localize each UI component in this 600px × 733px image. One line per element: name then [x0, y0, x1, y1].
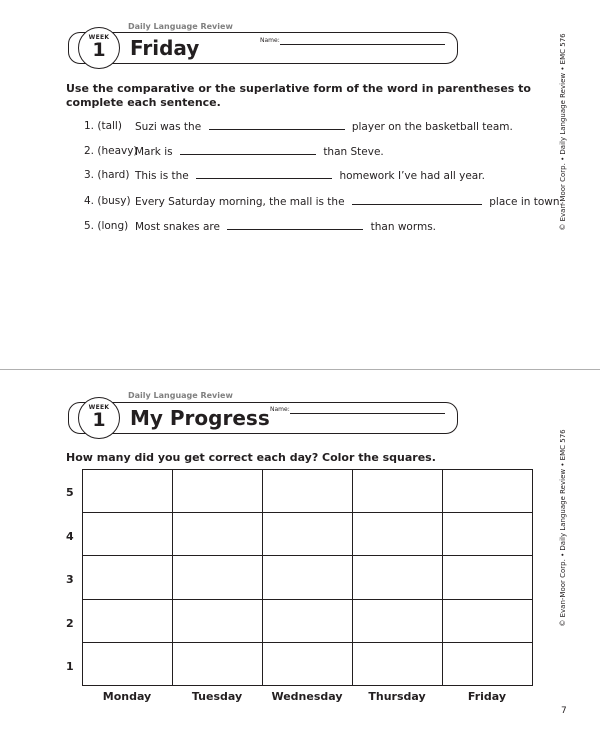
- item-number: 5. (long): [84, 220, 129, 232]
- side-credit: © Evan-Moor Corp. • Daily Language Review • EMC 576: [559, 33, 567, 231]
- progress-square[interactable]: [352, 469, 443, 513]
- answer-blank[interactable]: [352, 194, 482, 205]
- progress-square[interactable]: [82, 599, 173, 643]
- day-label: Tuesday: [191, 690, 243, 703]
- progress-square[interactable]: [262, 469, 353, 513]
- name-field[interactable]: [280, 44, 445, 45]
- day-label: Wednesday: [271, 690, 343, 703]
- answer-blank[interactable]: [196, 168, 332, 179]
- side-credit: © Evan-Moor Corp. • Daily Language Review • EMC 576: [559, 429, 567, 627]
- week-number: 1: [92, 409, 106, 431]
- sentence-start: This is the: [135, 170, 189, 182]
- page-title: Friday: [130, 36, 200, 60]
- progress-square[interactable]: [262, 642, 353, 686]
- week-number: 1: [92, 39, 106, 61]
- row-label: 1: [66, 660, 74, 673]
- progress-square[interactable]: [172, 469, 263, 513]
- instruction: Use the comparative or the superlative form of the word in parentheses to complete each sentence.: [66, 82, 531, 109]
- instruction: How many did you get correct each day? Color the squares.: [66, 451, 436, 464]
- progress-square[interactable]: [352, 555, 443, 599]
- week-label: WEEK: [88, 404, 110, 411]
- list-item: [135, 119, 513, 134]
- week-badge: [78, 397, 120, 439]
- sentence-end: than Steve.: [323, 146, 384, 158]
- sentence-end: homework I’ve had all year.: [339, 170, 485, 182]
- answer-blank[interactable]: [209, 119, 345, 130]
- progress-square[interactable]: [82, 512, 173, 556]
- sentence-end: place in town.: [489, 196, 563, 208]
- name-label: Name:: [270, 406, 290, 413]
- sentence-start: Mark is: [135, 146, 173, 158]
- row-label: 4: [66, 530, 74, 543]
- progress-square[interactable]: [82, 469, 173, 513]
- progress-square[interactable]: [442, 512, 533, 556]
- row-label: 5: [66, 486, 74, 499]
- progress-square[interactable]: [442, 555, 533, 599]
- day-label: Monday: [102, 690, 152, 703]
- sentence-end: than worms.: [370, 221, 437, 233]
- progress-square[interactable]: [352, 599, 443, 643]
- week-badge: [78, 27, 120, 69]
- progress-square[interactable]: [172, 512, 263, 556]
- progress-square[interactable]: [172, 599, 263, 643]
- progress-square[interactable]: [262, 512, 353, 556]
- page-number: 7: [561, 706, 567, 716]
- name-label: Name:: [260, 37, 280, 44]
- item-number: 1. (tall): [84, 120, 122, 132]
- progress-grid: [82, 469, 532, 685]
- sentence-start: Most snakes are: [135, 221, 220, 233]
- item-number: 4. (busy): [84, 195, 131, 207]
- progress-square[interactable]: [442, 469, 533, 513]
- progress-square[interactable]: [172, 642, 263, 686]
- progress-square[interactable]: [172, 555, 263, 599]
- progress-square[interactable]: [442, 642, 533, 686]
- item-number: 3. (hard): [84, 169, 130, 181]
- progress-square[interactable]: [82, 642, 173, 686]
- page-title: My Progress: [130, 406, 270, 430]
- series-label: Daily Language Review: [128, 391, 233, 400]
- sentence-start: Suzi was the: [135, 121, 202, 133]
- row-label: 2: [66, 617, 74, 630]
- progress-square[interactable]: [442, 599, 533, 643]
- progress-square[interactable]: [82, 555, 173, 599]
- answer-blank[interactable]: [180, 144, 316, 155]
- day-label: Thursday: [368, 690, 426, 703]
- day-label: Friday: [467, 690, 507, 703]
- list-item: [135, 194, 563, 209]
- progress-square[interactable]: [352, 512, 443, 556]
- progress-square[interactable]: [352, 642, 443, 686]
- page-divider: [0, 369, 600, 370]
- week-label: WEEK: [88, 34, 110, 41]
- row-label: 3: [66, 573, 74, 586]
- progress-square[interactable]: [262, 599, 353, 643]
- sentence-start: Every Saturday morning, the mall is the: [135, 196, 345, 208]
- name-field[interactable]: [290, 413, 445, 414]
- list-item: [135, 219, 436, 234]
- list-item: [135, 168, 485, 183]
- progress-square[interactable]: [262, 555, 353, 599]
- series-label: Daily Language Review: [128, 22, 233, 31]
- list-item: [135, 144, 384, 159]
- sentence-end: player on the basketball team.: [351, 121, 513, 133]
- answer-blank[interactable]: [227, 219, 363, 230]
- item-number: 2. (heavy): [84, 145, 138, 157]
